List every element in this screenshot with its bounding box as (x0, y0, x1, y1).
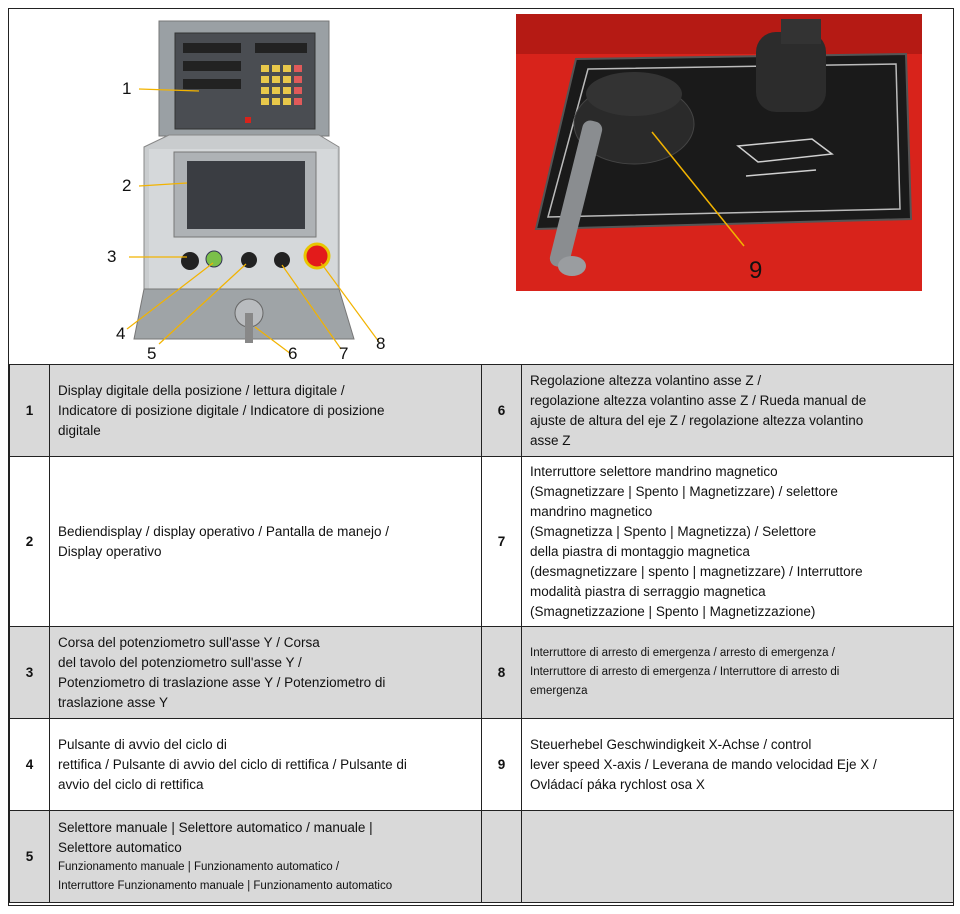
table-row (10, 811, 954, 903)
hmi-screen (187, 161, 305, 229)
grind-cycle-start-button (206, 251, 222, 267)
item-number: 6 (482, 365, 522, 457)
document-frame (8, 8, 954, 906)
item-description: Interruttore di arresto di emergenza / arresto di emergenza / Interruttore di arresto di emergenza / Interruttore di arresto di emergenza (522, 627, 954, 719)
item-description: Interruttore selettore mandrino magnetico (Smagnetizzare | Spento | Magnetizzare) / selettore mandrino magnetico (Smagnetizza | Spento | Magnetizza) / Selettore della piastra di montaggio magnetica (desmagnetizzare | spento | magnetizzare) / Interruttore modalità piastra di serraggio magnetica (Smagnetizzazione | Spento | Magnetizzazione) (522, 457, 954, 627)
callout-8: 8 (376, 334, 386, 353)
item-number: 1 (10, 365, 50, 457)
callout-5: 5 (147, 344, 157, 363)
emergency-stop-button (305, 244, 329, 268)
item-number: 2 (10, 457, 50, 627)
item-description: Steuerhebel Geschwindigkeit X-Achse / control lever speed X-axis / Leverana de mando velocidad Eje X / Ovládací páka rychlost osa X (522, 719, 954, 811)
item-number: 7 (482, 457, 522, 627)
item-number: 3 (10, 627, 50, 719)
item-description: Corsa del potenziometro sull'asse Y / Corsa del tavolo del potenziometro sull'asse Y / Potenziometro di traslazione asse Y / Potenziometro di traslazione asse Y (50, 627, 482, 719)
callout-7: 7 (339, 344, 349, 363)
y-axis-potentiometer (181, 252, 199, 270)
item-number: 4 (10, 719, 50, 811)
item-description: Regolazione altezza volantino asse Z / regolazione altezza volantino asse Z / Rueda manual de ajuste de altura del eje Z / regolazione altezza volantino asse Z (522, 365, 954, 457)
table-row (10, 457, 954, 627)
item-number: 9 (482, 719, 522, 811)
item-description: Display digitale della posizione / lettura digitale / Indicatore di posizione digitale / Indicatore di posizione digitale (50, 365, 482, 457)
legend-table (9, 364, 954, 903)
item-description: Bediendisplay / display operativo / Pantalla de manejo / Display operativo (50, 457, 482, 627)
item-number (482, 811, 522, 903)
callout-9: 9 (749, 257, 763, 284)
item-number: 5 (10, 811, 50, 903)
item-description (522, 811, 954, 903)
item-number: 8 (482, 627, 522, 719)
figures-area (9, 9, 953, 365)
x-axis-lever-photo (516, 14, 922, 291)
callout-1: 1 (122, 79, 132, 98)
table-row (10, 627, 954, 719)
callout-3: 3 (107, 247, 117, 266)
control-panel-figure (9, 9, 489, 364)
item-description: Selettore manuale | Selettore automatico / manuale | Selettore automatico Funzionamento manuale | Funzionamento automatico / Interruttore Funzionamento manuale | Funzionamento automatico (50, 811, 482, 903)
item-description: Pulsante di avvio del ciclo di rettifica / Pulsante di avvio del ciclo di rettifica / Pulsante di avvio del ciclo di rettifica (50, 719, 482, 811)
table-row (10, 719, 954, 811)
callout-4: 4 (116, 324, 126, 343)
callout-2: 2 (122, 176, 132, 195)
table-row (10, 365, 954, 457)
callout-6: 6 (288, 344, 298, 363)
